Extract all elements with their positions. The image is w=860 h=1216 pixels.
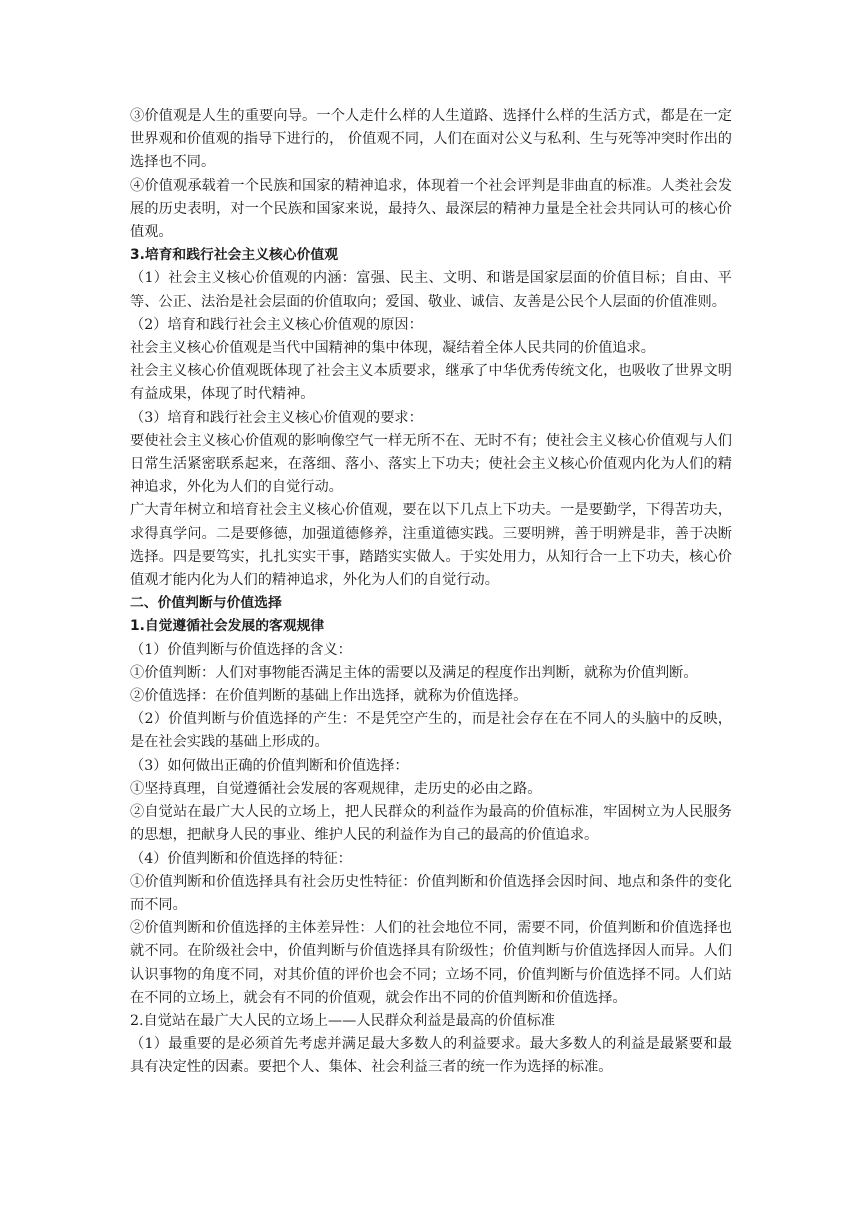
paragraph: （3）培育和践行社会主义核心价值观的要求： <box>130 409 423 426</box>
paragraph: （1）价值判断与价值选择的含义： <box>130 641 352 658</box>
paragraph: ②价值选择：在价值判断的基础上作出选择，就称为价值选择。 <box>130 688 528 705</box>
paragraph: （2）培育和践行社会主义核心价值观的原因： <box>130 316 423 333</box>
paragraph: 2.自觉站在最广大人民的立场上——人民群众利益是最高的价值标准 <box>130 1012 555 1029</box>
paragraph: ③价值观是人生的重要向导。一个人走什么样的人生道路、选择什么样的生活方式，都是在一定世界观和价值观的指导下进行的， 价值观不同，人们在面对公义与私利、生与死等冲突时作出的选择也不同。 <box>130 108 732 171</box>
paragraph: （3）如何做出正确的价值判断和价值选择： <box>130 757 409 774</box>
paragraph: （1）社会主义核心价值观的内涵：富强、民主、文明、和谐是国家层面的价值目标；自由、平等、公正、法治是社会层面的价值取向；爱国、敬业、诚信、友善是公民个人层面的价值准则。 <box>130 270 732 310</box>
paragraph: ②自觉站在最广大人民的立场上，把人民群众的利益作为最高的价值标准，牢固树立为人民服务的思想，把献身人民的事业、维护人民的利益作为自己的最高的价值追求。 <box>130 804 732 844</box>
paragraph: ②价值判断和价值选择的主体差异性：人们的社会地位不同，需要不同，价值判断和价值选择也就不同。在阶级社会中，价值判断与价值选择具有阶级性；价值判断与价值选择因人而异。人们认识事物的角度不同，对其价值的评价也会不同；立场不同，价值判断与价值选择不同。人们站在不同的立场上，就会有不同的价值观，就会作出不同的价值判断和价值选择。 <box>130 920 732 1006</box>
section-heading: 3.培育和践行社会主义核心价值观 <box>130 247 338 264</box>
paragraph: ①价值判断和价值选择具有社会历史性特征：价值判断和价值选择会因时间、地点和条件的变化而不同。 <box>130 873 732 913</box>
paragraph: ①价值判断：人们对事物能否满足主体的需要以及满足的程度作出判断，就称为价值判断。 <box>130 664 698 681</box>
paragraph: ①坚持真理，自觉遵循社会发展的客观规律，走历史的必由之路。 <box>130 780 542 797</box>
paragraph: 要使社会主义核心价值观的影响像空气一样无所不在、无时不有；使社会主义核心价值观与人们日常生活紧密联系起来，在落细、落小、落实上下功夫；使社会主义核心价值观内化为人们的精神追求，外化为人们的自觉行动。 <box>130 432 732 496</box>
paragraph: （2）价值判断与价值选择的产生：不是凭空产生的，而是社会存在在不同人的头脑中的反映，是在社会实践的基础上形成的。 <box>130 711 732 751</box>
paragraph: 广大青年树立和培育社会主义核心价值观，要在以下几点上下功夫。一是要勤学，下得苦功夫，求得真学问。二是要修德，加强道德修养，注重道德实践。三要明辨，善于明辨是非，善于决断选择。四是要笃实，扎扎实实干事，踏踏实实做人。于实处用力，从知行合一上下功夫，核心价值观才能内化为人们的精神追求，外化为人们的自觉行动。 <box>130 502 732 589</box>
document-body <box>130 105 732 1080</box>
paragraph: （4）价值判断和价值选择的特征： <box>130 850 352 867</box>
paragraph: 社会主义核心价值观是当代中国精神的集中体现，凝结着全体人民共同的价值追求。 <box>130 340 655 357</box>
paragraph: ④价值观承载着一个民族和国家的精神追求，体现着一个社会评判是非曲直的标准。人类社会发展的历史表明，对一个民族和国家来说，最持久、最深层的精神力量是全社会共同认可的核心价值观。 <box>130 177 732 241</box>
section-heading: 二、价值判断与价值选择 <box>130 595 282 612</box>
paragraph: （1）最重要的是必须首先考虑并满足最大多数人的利益要求。最大多数人的利益是最紧要和最具有决定性的因素。要把个人、集体、社会利益三者的统一作为选择的标准。 <box>130 1036 732 1076</box>
section-heading: 1.自觉遵循社会发展的客观规律 <box>130 618 325 635</box>
paragraph: 社会主义核心价值观既体现了社会主义本质要求，继承了中华优秀传统文化，也吸收了世界文明有益成果，体现了时代精神。 <box>130 363 732 403</box>
